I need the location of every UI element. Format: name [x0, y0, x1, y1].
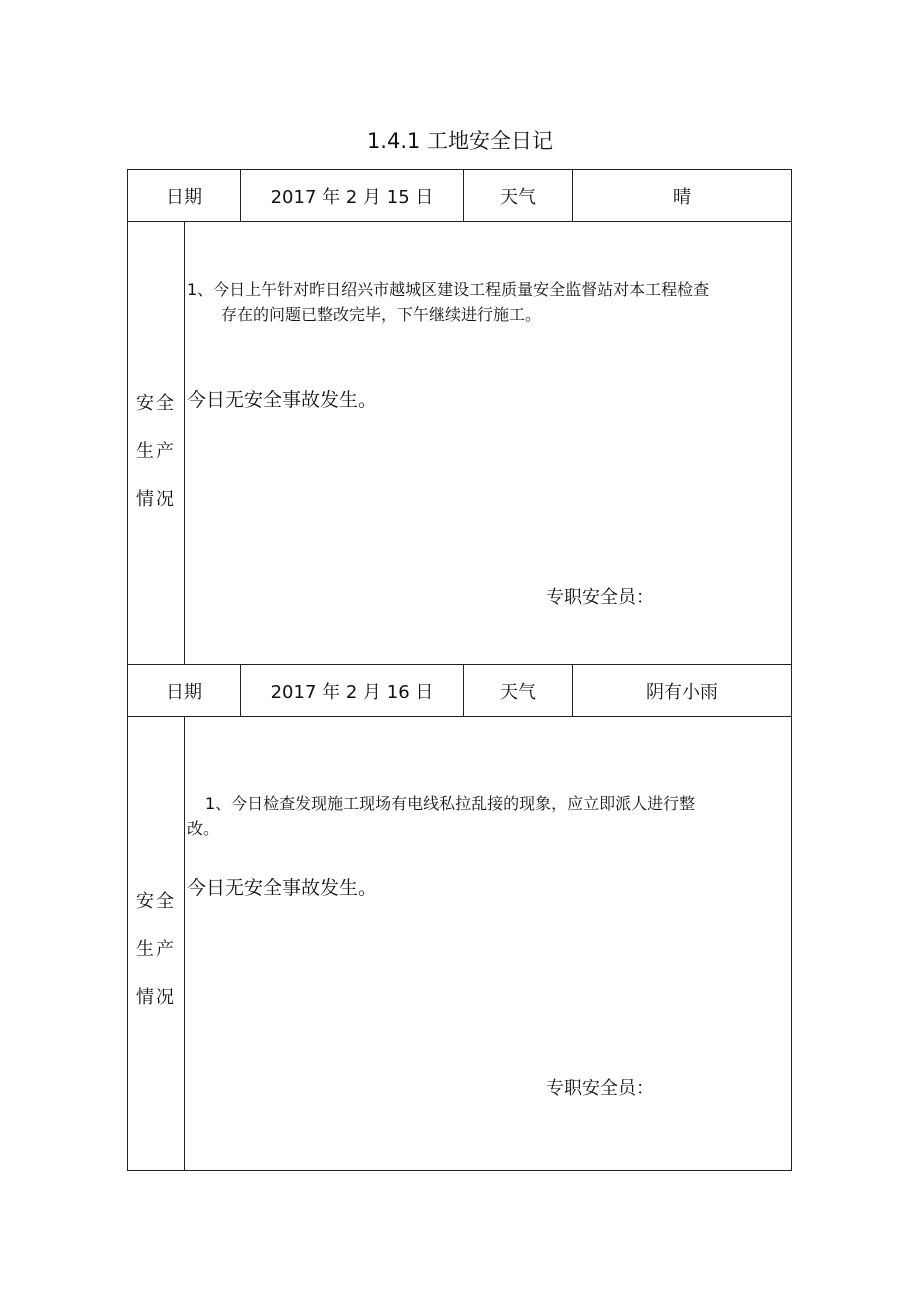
date-value: 2017 年 2 月 15 日	[241, 170, 464, 221]
section-label-line-3: 情况	[136, 987, 176, 1008]
date-label: 日期	[128, 665, 241, 716]
weather-label: 天气	[464, 665, 573, 716]
diary-entry-1	[127, 169, 792, 665]
no-accident-statement: 今日无安全事故发生。	[187, 389, 378, 411]
safety-content	[185, 222, 791, 664]
section-label-line-2: 生产	[136, 939, 176, 960]
section-label-column	[128, 222, 185, 664]
section-label-column	[128, 717, 185, 1170]
entry-header-row	[128, 170, 791, 222]
page-title: 1.4.1 工地安全日记	[366, 129, 554, 153]
entry-header-row	[128, 665, 791, 717]
safety-content	[185, 717, 791, 1170]
date-label: 日期	[128, 170, 241, 221]
date-value: 2017 年 2 月 16 日	[241, 665, 464, 716]
section-label-line-3: 情况	[136, 489, 176, 510]
item-1-line-1: 1、今日上午针对昨日绍兴市越城区建设工程质量安全监督站对本工程检查	[187, 280, 710, 299]
section-label-line-2: 生产	[136, 441, 176, 462]
weather-value: 阴有小雨	[646, 681, 718, 703]
section-label-line-1: 安全	[136, 891, 176, 912]
section-label-line-1: 安全	[136, 393, 176, 414]
no-accident-statement: 今日无安全事故发生。	[187, 877, 378, 899]
diary-entry-2	[127, 664, 792, 1171]
safety-officer-signature-label: 专职安全员：	[546, 587, 654, 608]
item-1-line-2: 改。	[187, 819, 220, 838]
weather-label: 天气	[464, 170, 573, 221]
safety-officer-signature-label: 专职安全员：	[546, 1078, 654, 1099]
item-1-line-2: 存在的问题已整改完毕，下午继续进行施工。	[221, 305, 542, 324]
weather-value: 晴	[673, 186, 691, 208]
item-1-line-1: 1、今日检查发现施工现场有电线私拉乱接的现象，应立即派人进行整	[205, 794, 696, 813]
